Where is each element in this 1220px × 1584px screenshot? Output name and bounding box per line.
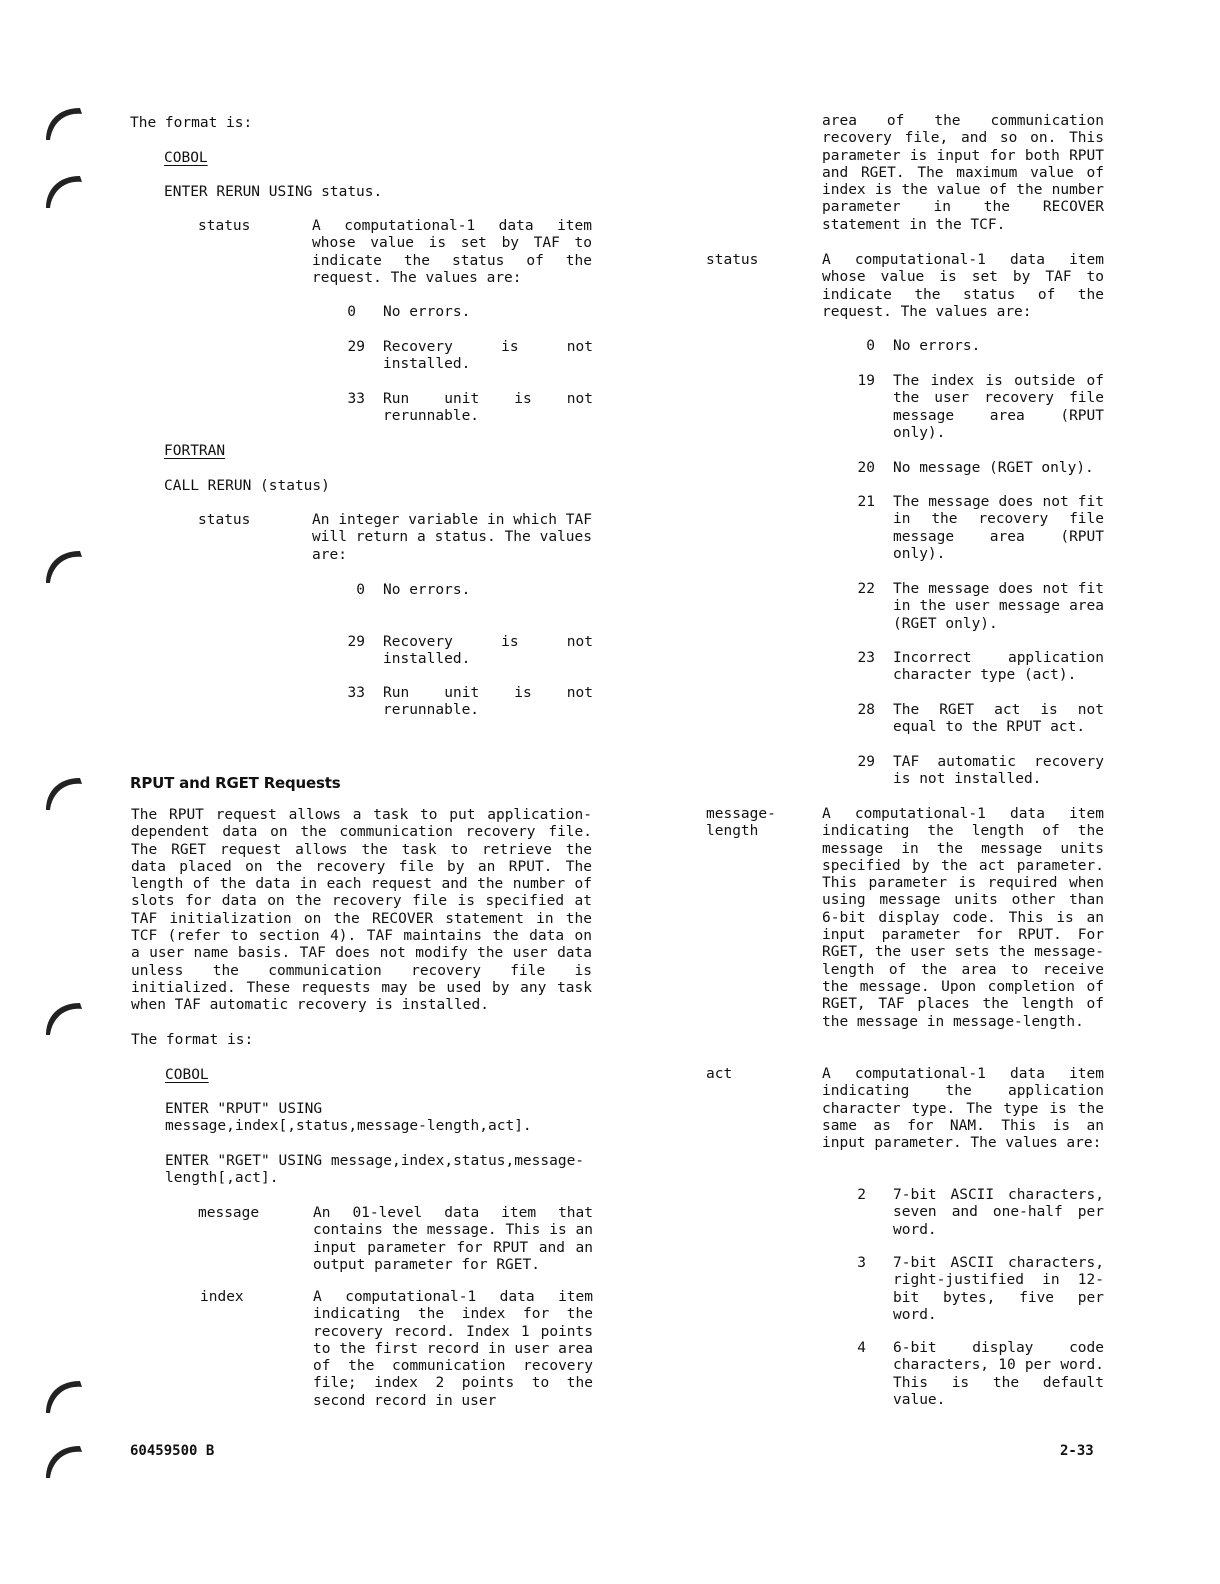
- index-description: A computational-1 data item indicating the index for the recovery record. Index 1 points to the first record in user area of the communication recovery file; index 2 points to the second record in user: [313, 1289, 593, 1409]
- index-term: index: [200, 1289, 244, 1305]
- message-length-description: A computational-1 data item indicating the length of the message in the message units specified by the act parameter. This parameter is required when using message units other than 6-bit display code. This is an input parameter for RPUT. For RGET, the user sets the message-length of the area to receive the message. Upon completion of RGET, TAF places the length of the message in message-length.: [822, 806, 1104, 1030]
- punch-hole-mark: [40, 770, 84, 814]
- rerun-cobol-statement: ENTER RERUN USING status.: [164, 184, 383, 200]
- fortran-label: FORTRAN: [164, 443, 226, 459]
- punch-hole-mark: [40, 1438, 84, 1482]
- status-description: An integer variable in which TAF will return a status. The values are:: [312, 512, 592, 563]
- act-term: act: [706, 1066, 733, 1082]
- value-code: 33: [347, 391, 365, 407]
- status-description: A computational-1 data item whose value is set by TAF to indicate the status of the request. The values are:: [312, 218, 592, 286]
- punch-hole-mark: [40, 1373, 84, 1417]
- act-description: A computational-1 data item indicating the application character type. The type is the same as for NAM. This is an input parameter. The values are:: [822, 1066, 1104, 1152]
- value-code: 23: [857, 650, 875, 666]
- value-code: 0: [356, 582, 365, 598]
- value-code: 21: [857, 494, 875, 510]
- message-description: An 01-level data item that contains the message. This is an input parameter for RPUT and an output parameter for RGET.: [313, 1205, 593, 1273]
- value-text: Run unit is not rerunnable.: [383, 391, 593, 425]
- value-text: No errors.: [383, 582, 471, 598]
- value-code: 22: [857, 581, 875, 597]
- value-code: 29: [857, 754, 875, 770]
- value-text: Recovery is not installed.: [383, 339, 593, 373]
- section-heading: RPUT and RGET Requests: [130, 774, 341, 792]
- section-paragraph: The RPUT request allows a task to put application-dependent data on the communication recovery file. The RGET request allows the task to retrieve the data placed on the recovery file by an RPUT. The length of the data in each request and the number of slots for data on the recovery file is specified at TAF initialization on the RECOVER statement in the TCF (refer to section 4). TAF maintains the data on a user name basis. TAF does not modify the user data unless the communication recovery file is initialized. These requests may be used by any task when TAF automatic recovery is installed.: [131, 807, 592, 1014]
- value-code: 0: [347, 304, 356, 320]
- value-text: The index is outside of the user recovery file message area (RPUT only).: [893, 373, 1104, 441]
- value-text: The RGET act is not equal to the RPUT act.: [893, 702, 1104, 736]
- cobol-label: COBOL: [165, 1067, 209, 1083]
- message-length-term: length: [706, 823, 759, 839]
- punch-hole-mark: [40, 995, 84, 1039]
- document-number: 60459500 B: [130, 1443, 215, 1459]
- value-code: 29: [347, 634, 365, 650]
- value-text: The message does not fit in the recovery file message area (RPUT only).: [893, 494, 1104, 562]
- value-code: 0: [866, 338, 875, 354]
- rput-statement: ENTER "RPUT" USING message,index[,status,message-length,act].: [165, 1101, 532, 1135]
- value-text: The message does not fit in the user message area (RGET only).: [893, 581, 1104, 632]
- value-text: 7-bit ASCII characters, right-justified in 12-bit bytes, five per word.: [893, 1255, 1104, 1323]
- value-code: 20: [857, 460, 875, 476]
- value-text: No errors.: [893, 338, 981, 354]
- value-code: 3: [857, 1255, 866, 1271]
- status-term: status: [198, 218, 251, 234]
- value-text: No errors.: [383, 304, 471, 320]
- value-code: 28: [857, 702, 875, 718]
- value-text: Incorrect application character type (act).: [893, 650, 1104, 684]
- punch-hole-mark: [40, 100, 84, 144]
- value-text: 6-bit display code characters, 10 per word. This is the default value.: [893, 1340, 1104, 1408]
- rerun-fortran-statement: CALL RERUN (status): [164, 478, 330, 494]
- value-text: No message (RGET only).: [893, 460, 1094, 476]
- message-term: message: [198, 1205, 260, 1221]
- value-code: 33: [347, 685, 365, 701]
- cobol-label: COBOL: [164, 150, 208, 166]
- status-description: A computational-1 data item whose value is set by TAF to indicate the status of the request. The values are:: [822, 252, 1104, 320]
- value-code: 4: [857, 1340, 866, 1356]
- status-term: status: [706, 252, 759, 268]
- value-text: TAF automatic recovery is not installed.: [893, 754, 1104, 788]
- rget-statement: ENTER "RGET" USING message,index,status,message-length[,act].: [165, 1153, 585, 1187]
- message-length-term: message-: [706, 806, 776, 822]
- value-text: 7-bit ASCII characters, seven and one-half per word.: [893, 1187, 1104, 1238]
- format-label: The format is:: [130, 115, 253, 131]
- value-code: 29: [347, 339, 365, 355]
- index-description-continued: area of the communication recovery file, and so on. This parameter is input for both RPUT and RGET. The maximum value of index is the value of the number parameter in the RECOVER statement in the TCF.: [822, 113, 1104, 233]
- value-text: Run unit is not rerunnable.: [383, 685, 593, 719]
- value-text: Recovery is not installed.: [383, 634, 593, 668]
- punch-hole-mark: [40, 168, 84, 212]
- value-code: 19: [857, 373, 875, 389]
- format-label: The format is:: [131, 1032, 254, 1048]
- punch-hole-mark: [40, 543, 84, 587]
- page-number: 2-33: [1060, 1443, 1094, 1459]
- status-term: status: [198, 512, 251, 528]
- value-code: 2: [857, 1187, 866, 1203]
